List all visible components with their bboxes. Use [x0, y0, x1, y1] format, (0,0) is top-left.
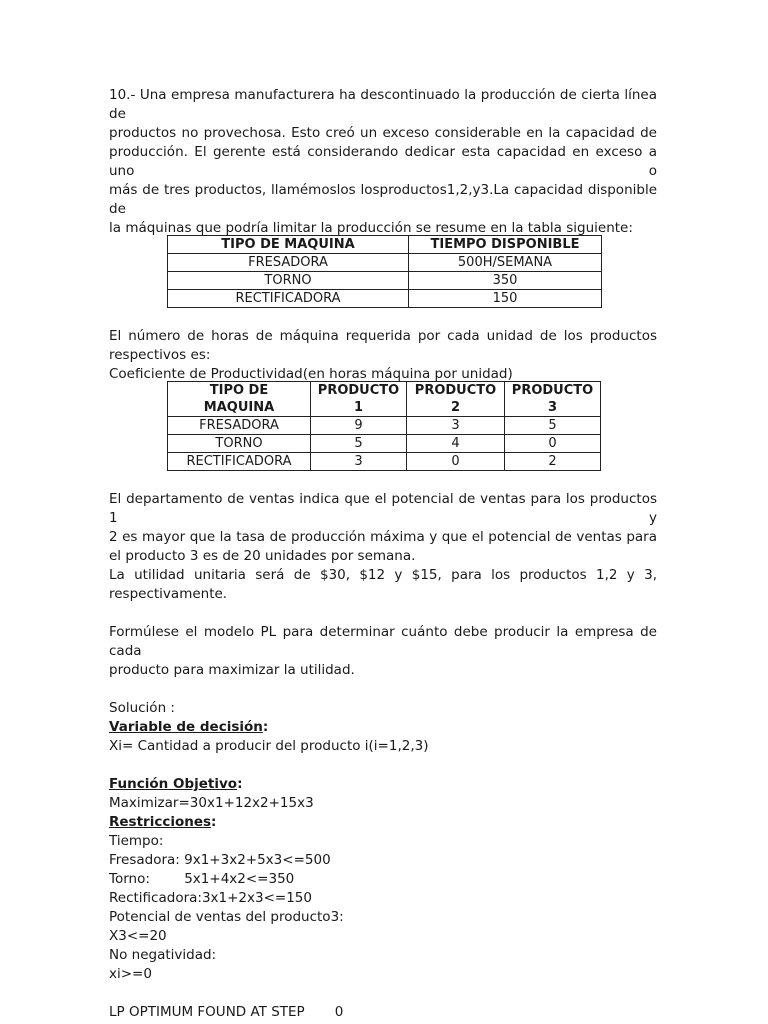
header-line: PRODUCTO: [511, 383, 594, 398]
table-cell: RECTIFICADORA: [168, 290, 409, 308]
table-row: [168, 254, 602, 272]
header-line: MAQUINA: [203, 400, 275, 415]
objective-function: Maximizar=30x1+12x2+15x3: [109, 795, 314, 811]
decision-variable-heading: [109, 718, 657, 737]
intro-line: más de tres productos, llamémoslos losproductos1,2,y3.La capacidad disponible de: [109, 182, 657, 217]
table-header-cell: [168, 382, 311, 417]
restrictions-heading-text: Restricciones: [109, 814, 212, 830]
header-line: 2: [450, 400, 461, 415]
solution-section: [109, 699, 657, 1022]
table-cell: TORNO: [168, 272, 409, 290]
sales-line: 2 es mayor que la tasa de producción máxima y que el potencial de ventas para: [109, 529, 657, 545]
table-row: [168, 453, 601, 471]
table-cell: 0: [505, 435, 601, 453]
sales-paragraph: [109, 490, 657, 604]
formulate-paragraph: [109, 623, 657, 680]
objective-heading: [109, 775, 657, 794]
table-cell: 2: [505, 453, 601, 471]
restriction-line: Fresadora: 9x1+3x2+5x3<=500: [109, 852, 331, 868]
restriction-line: Tiempo:: [109, 833, 164, 849]
table-header-cell: [505, 382, 601, 417]
formulate-line: producto para maximizar la utilidad.: [109, 662, 355, 678]
header-line: 1: [353, 400, 364, 415]
table-header-cell: [311, 382, 407, 417]
heading-colon: :: [262, 719, 269, 735]
table-row: [168, 290, 602, 308]
header-line: TIPO DE: [209, 383, 269, 398]
restriction-line: Torno: 5x1+4x2<=350: [109, 871, 295, 887]
hours-paragraph: [109, 327, 657, 384]
table-row: [168, 417, 601, 435]
table-header-cell: TIPO DE MAQUINA: [168, 236, 409, 254]
lp-result-line: LP OPTIMUM FOUND AT STEP 0: [109, 1004, 344, 1020]
table-cell: 3: [311, 453, 407, 471]
hours-line: El número de horas de máquina requerida por cada unidad de los productos: [109, 328, 657, 344]
intro-line: productos no provechosa. Esto creó un exceso considerable en la capacidad de: [109, 125, 657, 141]
decision-heading-text: Variable de decisión: [109, 719, 263, 735]
restriction-line: Rectificadora:3x1+2x3<=150: [109, 890, 312, 906]
document-page: [109, 86, 657, 1022]
intro-line: 10.- Una empresa manufacturera ha descontinuado la producción de cierta línea de: [109, 87, 657, 122]
heading-colon: :: [237, 776, 243, 792]
problem-intro: [109, 86, 657, 238]
restriction-line: Potencial de ventas del producto3:: [109, 909, 344, 925]
table-cell: 500H/SEMANA: [409, 254, 602, 272]
table-cell: RECTIFICADORA: [168, 453, 311, 471]
header-line: PRODUCTO: [414, 383, 497, 398]
intro-line: la máquinas que podría limitar la producción se resume en la tabla siguiente:: [109, 220, 633, 236]
header-line: PRODUCTO: [317, 383, 400, 398]
table-cell: 5: [505, 417, 601, 435]
restrictions-heading: [109, 813, 657, 832]
machine-capacity-table: [167, 235, 602, 308]
heading-colon: :: [211, 814, 217, 830]
solution-label: Solución :: [109, 700, 175, 716]
hours-line: respectivos es:: [109, 347, 211, 363]
restriction-line: X3<=20: [109, 928, 167, 944]
table-cell: 9: [311, 417, 407, 435]
table-header-cell: TIEMPO DISPONIBLE: [409, 236, 602, 254]
decision-variable-text: Xi= Cantidad a producir del producto i(i=1,2,3): [109, 738, 429, 754]
table-cell: 350: [409, 272, 602, 290]
sales-line: el producto 3 es de 20 unidades por semana.: [109, 548, 416, 564]
table-cell: TORNO: [168, 435, 311, 453]
header-line: 3: [547, 400, 558, 415]
intro-line: producción. El gerente está considerando dedicar esta capacidad en exceso a uno o: [109, 144, 657, 179]
table-cell: FRESADORA: [168, 417, 311, 435]
objective-heading-text: Función Objetivo: [109, 776, 238, 792]
table-cell: FRESADORA: [168, 254, 409, 272]
productivity-table: [167, 381, 601, 471]
table-cell: 4: [407, 435, 505, 453]
table-header-row: [168, 236, 602, 254]
restriction-line: xi>=0: [109, 966, 152, 982]
table-row: [168, 272, 602, 290]
table-cell: 150: [409, 290, 602, 308]
table-header-cell: [407, 382, 505, 417]
table-header-row: [168, 382, 601, 417]
table-cell: 0: [407, 453, 505, 471]
sales-line: El departamento de ventas indica que el potencial de ventas para los productos 1 y: [109, 491, 657, 526]
table-cell: 3: [407, 417, 505, 435]
restriction-line: No negatividad:: [109, 947, 217, 963]
sales-line: La utilidad unitaria será de $30, $12 y $15, para los productos 1,2 y 3,: [109, 567, 657, 583]
hours-line: Coeficiente de Productividad(en horas máquina por unidad): [109, 366, 513, 382]
sales-line: respectivamente.: [109, 586, 228, 602]
table-row: [168, 435, 601, 453]
table-cell: 5: [311, 435, 407, 453]
formulate-line: Formúlese el modelo PL para determinar cuánto debe producir la empresa de cada: [109, 624, 657, 659]
